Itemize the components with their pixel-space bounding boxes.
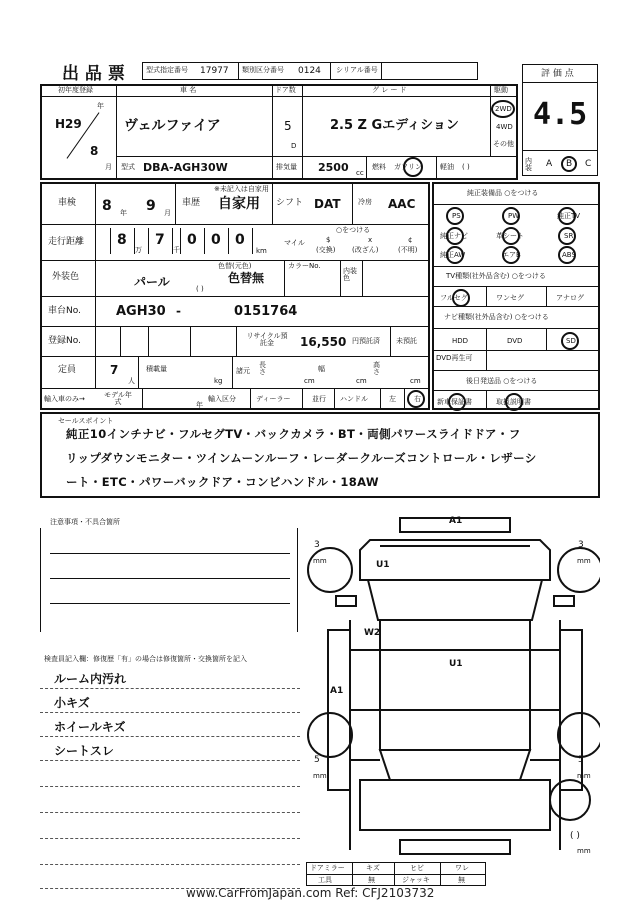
class-no: 0124 — [298, 66, 321, 76]
serial-label: シリアル番号 — [336, 66, 378, 74]
equip-sr-circle — [558, 227, 576, 245]
legend-h-2: ヒビ — [410, 864, 424, 872]
sen-unit: 千 — [173, 246, 180, 254]
equip-pw: PW — [508, 212, 520, 220]
dims-label: 諸元 — [236, 367, 250, 375]
grade-score: 4.5 — [533, 97, 588, 132]
legend-h-0: ドアミラー — [310, 864, 345, 872]
mileage-label: 走行距離 — [48, 237, 85, 247]
tread-fr: 3 — [578, 540, 584, 550]
equip-tv: 純正TV — [557, 212, 581, 220]
equip-ps: PS — [452, 212, 461, 220]
drive-2wd-circle — [491, 100, 515, 118]
tread-fl-unit: mm — [313, 557, 327, 565]
grade: 2.5 Z Gエディション — [330, 118, 459, 133]
fuel-label: 燃料 — [372, 163, 386, 171]
inspection-month: 9 — [146, 198, 156, 214]
handle-left: 左 — [389, 395, 396, 403]
dealer: ディーラー — [256, 395, 291, 403]
navi-sd: SD — [566, 337, 576, 345]
tread-rl-unit: mm — [313, 772, 327, 780]
height-label: 高さ — [373, 361, 380, 376]
equip-tv-circle — [558, 207, 576, 225]
legend-r-0: 工具 — [318, 876, 332, 884]
sales-points-label: セールスポイント — [58, 417, 114, 425]
equip-ps-circle — [446, 207, 464, 225]
width-label: 幅 — [318, 365, 325, 373]
mileage-digit-4: 0 — [235, 232, 245, 248]
handle-right-circle — [407, 390, 425, 408]
reg-month: 8 — [90, 144, 99, 158]
diagram-mark-a1-side: A1 — [330, 686, 344, 696]
inspector-note-3: ホイールキズ — [54, 720, 126, 734]
tread-rl: 5 — [314, 755, 320, 765]
import-label: 輸入車のみ→ — [44, 395, 85, 403]
reissue-title: 後日発送品 ○をつける — [466, 377, 538, 385]
opt-exchange: (交換) — [316, 246, 336, 254]
equip-abs-circle — [558, 246, 576, 264]
diagram-mark-u1-front: U1 — [376, 560, 390, 570]
legend-r-3: 無 — [458, 876, 465, 884]
ac: AAC — [388, 197, 416, 211]
chassis-prefix: AGH30 — [116, 304, 166, 319]
equip-sr: SR — [564, 232, 574, 240]
drive-other: その他 — [493, 140, 514, 148]
interior-c: C — [585, 159, 592, 169]
kg-unit: kg — [214, 377, 223, 385]
reg-year: H29 — [55, 117, 82, 131]
equipment-title: 純正装備品 ○をつける — [467, 189, 539, 197]
inspector-note-2: 小キズ — [54, 696, 90, 710]
capacity: 7 — [110, 363, 119, 377]
exterior-color: パール — [134, 275, 170, 289]
grade-label: グ レ ー ド — [372, 86, 407, 94]
parallel: 並行 — [312, 395, 326, 403]
spare-unit: mm — [577, 847, 591, 855]
first-reg-label: 初年度登録 — [58, 86, 93, 94]
equip-pw-circle — [502, 207, 520, 225]
exterior-color-label: 外装色 — [52, 272, 80, 282]
recycle-unpaid: 未預託 — [396, 337, 417, 345]
legend-h-1: キズ — [366, 864, 380, 872]
tv-fullseg: フルセグ — [440, 294, 468, 302]
diagram-mark-a1-top: A1 — [449, 516, 463, 526]
inspector-note-4: シートスレ — [54, 744, 114, 758]
sales-line-3: ート・ETC・パワーバックドア・コンビハンドル・18AW — [66, 475, 379, 489]
model-cert-label: 型式指定番号 — [146, 66, 188, 74]
inspection-month-unit: 月 — [164, 209, 171, 217]
man-unit: 万 — [135, 246, 142, 254]
diagram-mark-w2: W2 — [364, 628, 381, 638]
model-cert-no: 17977 — [200, 66, 229, 76]
car-damage-diagram — [300, 510, 600, 880]
inspection-year-unit: 年 — [120, 209, 127, 217]
doors: 5 — [284, 119, 292, 133]
fuel-gas: ガソリン — [394, 163, 422, 171]
reissue-warranty: 新車保証書 — [437, 398, 472, 406]
equip-aw: 純正AW — [440, 251, 466, 259]
opt-x: x — [368, 236, 373, 244]
caution-label: 注意事項・不具合箇所 — [50, 518, 120, 526]
car-name-label: 車 名 — [180, 86, 197, 94]
tv-oneseg: ワンセグ — [496, 294, 524, 302]
chassis-label: 車台No. — [48, 306, 81, 316]
interior-a: A — [546, 159, 553, 169]
caution-bracket — [40, 528, 298, 632]
circle-note: ○をつける — [336, 226, 371, 234]
class-label: 類別区分番号 — [242, 66, 284, 74]
recycle-label: リサイクル預託金 — [246, 332, 288, 347]
tv-fullseg-circle — [452, 289, 470, 307]
displacement: 2500 — [318, 161, 349, 174]
model-year-label: モデル年式 — [104, 391, 132, 406]
shift-label: シフト — [276, 198, 304, 208]
chassis-no: 0151764 — [234, 304, 298, 319]
watermark: www.CarFromJapan.com Ref: CFJ2103732 — [186, 886, 435, 900]
tv-analog: アナログ — [556, 294, 584, 302]
reissue-manual-circle — [505, 393, 523, 411]
opt-unknown-mark: ¢ — [408, 236, 413, 244]
equip-navi-circle — [446, 227, 464, 245]
navi-dvd: DVD — [507, 337, 523, 345]
reissue-manual: 取扱説明書 — [496, 398, 531, 406]
drive-4wd: 4WD — [496, 123, 513, 131]
equip-navi: 純正ナビ — [440, 232, 468, 240]
import-class-label: 輸入区分 — [208, 395, 236, 403]
interior-b-circle — [561, 156, 577, 172]
door-suffix: D — [291, 142, 297, 150]
interior-label: 内装 — [525, 157, 532, 172]
color-change: 色替無 — [228, 271, 265, 285]
interior-b: B — [566, 159, 573, 169]
opt-tamper: (改ざん) — [352, 246, 379, 254]
reissue-warranty-circle — [448, 393, 466, 411]
mileage-digit-3: 0 — [211, 232, 221, 248]
fuel-paren: ( ) — [462, 163, 470, 171]
handle-right: 右 — [414, 395, 421, 403]
year-unit-import: 年 — [196, 401, 203, 409]
legend-r-1: 無 — [368, 876, 375, 884]
history: 自家用 — [218, 196, 260, 212]
spare-paren: ( ) — [570, 831, 580, 841]
color-change-label: 色替(元色) — [218, 262, 252, 270]
tread-rr-unit: mm — [577, 772, 591, 780]
history-label: 車歴 — [182, 198, 201, 208]
reg-month-unit: 月 — [105, 163, 112, 171]
history-note: ※未記入は自家用 — [214, 185, 269, 193]
equip-airbag-circle — [502, 246, 520, 264]
equip-leather-circle — [502, 227, 520, 245]
recycle-paid: 円預託済 — [352, 337, 380, 345]
serial-box — [330, 62, 478, 80]
tv-title: TV種類(社外品含む) ○をつける — [446, 272, 546, 280]
load-label: 積載量 — [146, 365, 167, 373]
cm-unit-width: cm — [356, 377, 367, 385]
equip-leather: 革シート — [496, 232, 524, 240]
mileage-digit-1: 7 — [155, 232, 165, 248]
fuel-diesel-label: 軽油 — [440, 163, 454, 171]
car-name: ヴェルファイア — [124, 118, 221, 134]
mile-label: マイル — [284, 239, 305, 247]
displacement-label: 排気量 — [276, 163, 297, 171]
navi-sd-circle — [561, 332, 579, 350]
opt-unknown: (不明) — [398, 246, 418, 254]
shift: DAT — [314, 197, 341, 211]
equip-airbag: エアB — [502, 251, 521, 259]
opt-dollar: $ — [326, 236, 331, 244]
cm-unit-length: cm — [304, 377, 315, 385]
inspection-label: 車検 — [58, 198, 77, 208]
diagram-mark-u1-roof: U1 — [449, 659, 463, 669]
length-label: 長さ — [259, 361, 266, 376]
drive-2wd: 2WD — [495, 105, 512, 113]
color-no-label: カラーNo. — [288, 262, 321, 270]
chassis-dash: - — [176, 304, 181, 318]
tread-fl: 3 — [314, 540, 320, 550]
equip-aw-circle — [446, 246, 464, 264]
cm-unit-height: cm — [410, 377, 421, 385]
fuel-gas-circle — [403, 157, 423, 177]
sales-line-1: 純正10インチナビ・フルセグTV・バックカメラ・BT・両側パワースライドドア・フ — [66, 427, 521, 441]
inspection-year: 8 — [102, 198, 112, 214]
legend-h-3: ワレ — [455, 864, 469, 872]
displacement-unit: cc — [356, 169, 364, 177]
mileage-digit-2: 0 — [187, 232, 197, 248]
equip-abs: ABS — [562, 251, 576, 259]
tread-rr: 5 — [578, 755, 584, 765]
km-unit: km — [256, 247, 267, 255]
color-paren: ( ) — [196, 285, 204, 293]
dvd-label: DVD再生可 — [436, 354, 473, 362]
registration-label: 登録No. — [48, 336, 81, 346]
capacity-label: 定員 — [58, 365, 77, 375]
person-unit: 人 — [128, 377, 135, 385]
mileage-digit-0: 8 — [117, 232, 127, 248]
reg-year-unit: 年 — [97, 102, 104, 110]
navi-hdd: HDD — [452, 337, 469, 345]
interior-color-label: 内装色 — [343, 267, 357, 282]
navi-title: ナビ種類(社外品含む) ○をつける — [444, 313, 549, 321]
ac-label: 冷房 — [358, 198, 372, 206]
doors-label: ドア数 — [275, 86, 296, 94]
sales-line-2: リップダウンモニター・ツインムーンルーフ・レーダークルーズコントロール・レザーシ — [66, 451, 537, 465]
recycle-amount: 16,550 — [300, 335, 347, 349]
legend-r-2: ジャッキ — [402, 876, 430, 884]
inspector-label: 検査員記入欄：修復歴「有」の場合は修復箇所・交換箇所を記入 — [44, 655, 247, 663]
handle-label: ハンドル — [340, 395, 368, 403]
page-title: 出 品 票 — [62, 64, 125, 84]
model: DBA-AGH30W — [143, 161, 228, 174]
score-label: 評 価 点 — [541, 69, 574, 79]
model-label: 型式 — [121, 163, 135, 171]
inspector-note-1: ルーム内汚れ — [54, 672, 127, 686]
drive-label: 駆動 — [494, 86, 508, 94]
tread-fr-unit: mm — [577, 557, 591, 565]
